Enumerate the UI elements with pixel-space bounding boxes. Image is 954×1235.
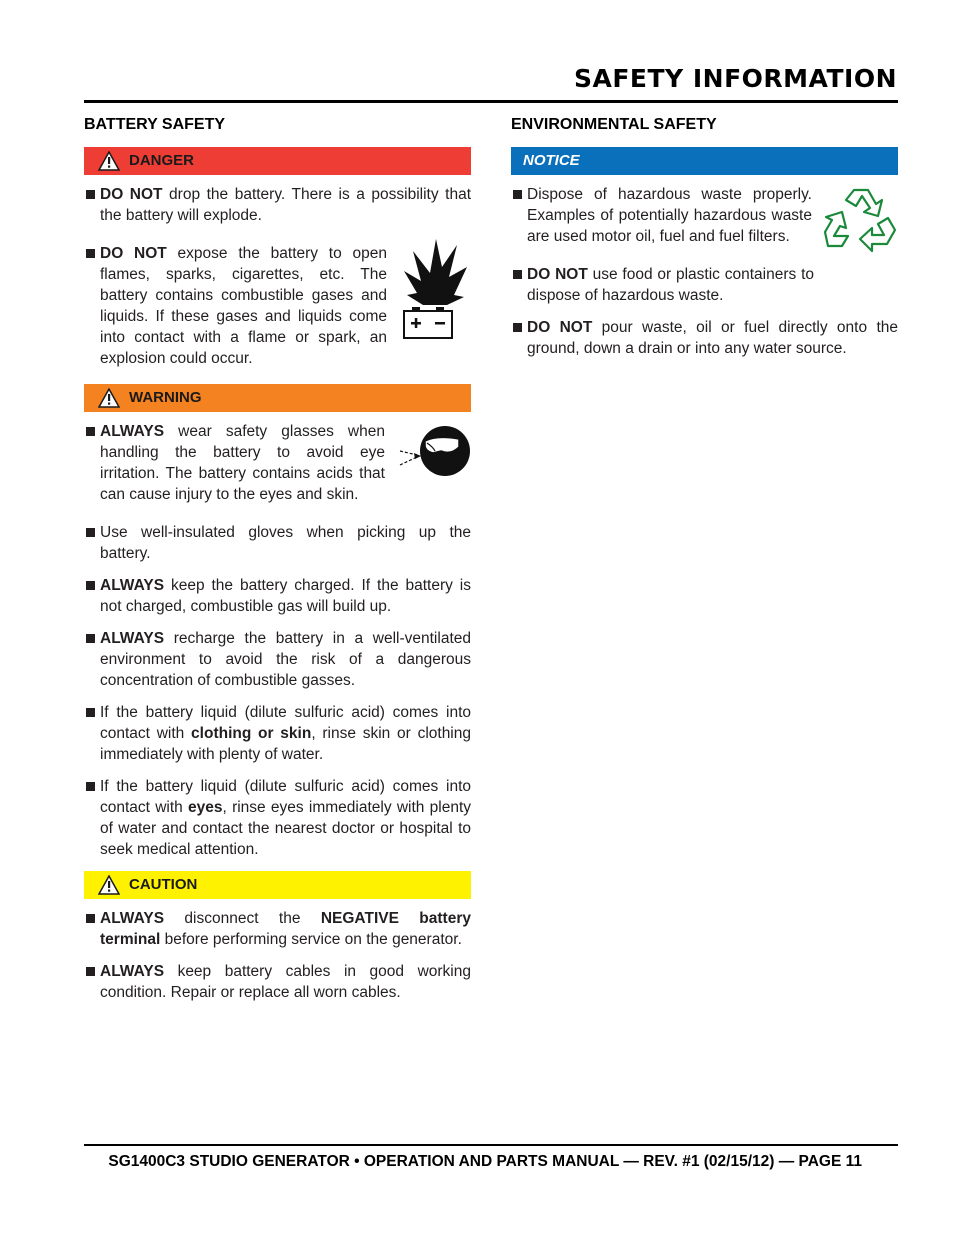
warning-label: WARNING — [129, 389, 202, 406]
list-item: ALWAYS keep the battery charged. If the battery is not charged, combustible gas will build up. — [84, 575, 471, 617]
caution-banner — [84, 871, 471, 899]
list-item-with-icon — [84, 237, 471, 380]
environmental-safety-column — [511, 114, 898, 370]
notice-label: NOTICE — [523, 152, 580, 169]
notice-banner — [511, 147, 898, 175]
battery-explosion-icon — [401, 237, 471, 341]
warning-triangle-icon — [98, 875, 120, 895]
title-rule — [84, 100, 898, 103]
warning-triangle-icon — [98, 388, 120, 408]
list-item: ALWAYS keep battery cables in good working condition. Repair or replace all worn cables. — [84, 961, 471, 1003]
list-item: If the battery liquid (dilute sulfuric acid) comes into contact with clothing or skin, rinse skin or clothing immediately with plenty of water. — [84, 702, 471, 765]
danger-banner — [84, 147, 471, 175]
list-item: ALWAYS recharge the battery in a well-ventilated environment to avoid the risk of a dangerous concentration of combustible gasses. — [84, 628, 471, 691]
list-item: ALWAYS disconnect the NEGATIVE battery terminal before performing service on the generator. — [84, 908, 471, 950]
list-item: Dispose of hazardous waste properly. Examples of potentially hazardous waste are used motor oil, fuel and fuel filters. — [511, 184, 812, 247]
safety-glasses-icon — [399, 421, 471, 481]
list-item: ALWAYS wear safety glasses when handling the battery to avoid eye irritation. The battery contains acids that can cause injury to the eyes and skin. — [84, 421, 385, 505]
environmental-safety-heading: ENVIRONMENTAL SAFETY — [511, 116, 717, 133]
list-item-with-icon — [84, 421, 471, 516]
list-item: DO NOT pour waste, oil or fuel directly onto the ground, down a drain or into any water source. — [511, 317, 898, 359]
caution-label: CAUTION — [129, 876, 198, 893]
danger-label: DANGER — [129, 152, 195, 169]
battery-safety-column — [84, 114, 471, 1014]
list-item: DO NOT expose the battery to open flames, sparks, cigarettes, etc. The battery contains combustible gases and liquids. If these gases and liquids come into contact with a flame or spark, an explosion could occur. — [84, 243, 387, 369]
footer-rule — [84, 1144, 898, 1146]
list-item: DO NOT use food or plastic containers to dispose of hazardous waste. — [511, 264, 814, 306]
warning-banner — [84, 384, 471, 412]
list-item-with-icon — [511, 184, 898, 258]
footer-text: SG1400C3 STUDIO GENERATOR • OPERATION AND PARTS MANUAL — REV. #1 (02/15/12) — PAGE 11 — [108, 1153, 862, 1170]
page-title: SAFETY INFORMATION — [574, 64, 897, 93]
list-item: Use well-insulated gloves when picking up the battery. — [84, 522, 471, 564]
warning-triangle-icon — [98, 151, 120, 171]
list-item: If the battery liquid (dilute sulfuric acid) comes into contact with eyes, rinse eyes immediately with plenty of water and contact the nearest doctor or hospital to seek medical attention. — [84, 776, 471, 860]
battery-safety-heading: BATTERY SAFETY — [84, 116, 226, 133]
list-item: DO NOT drop the battery. There is a possibility that the battery will explode. — [84, 184, 471, 226]
recycle-icon — [824, 184, 898, 256]
